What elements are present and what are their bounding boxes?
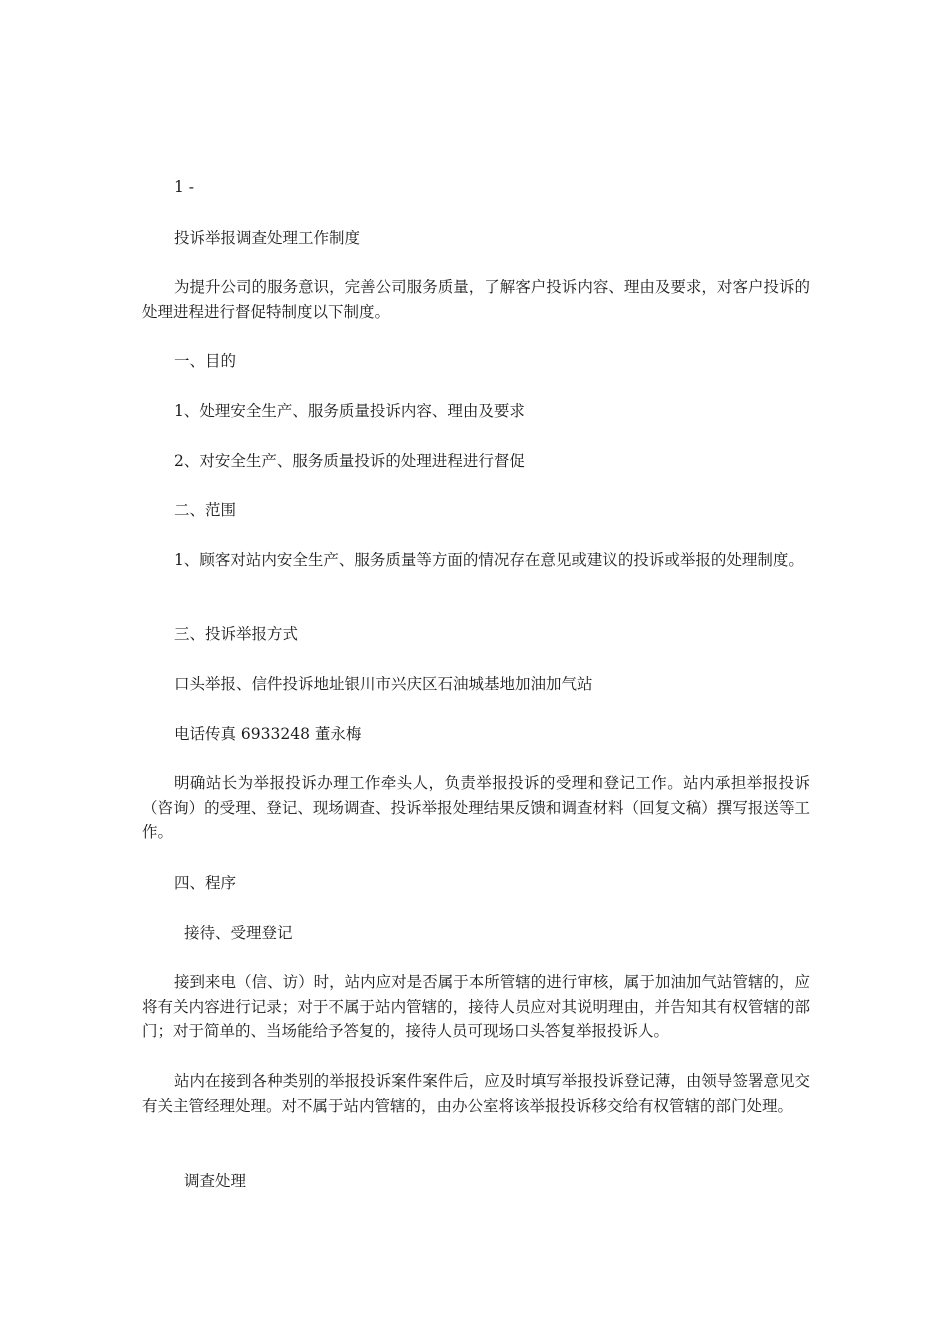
- responsibility-paragraph: 明确站长为举报投诉办理工作牵头人，负责举报投诉的受理和登记工作。站内承担举报投诉（咨询）的受理、登记、现场调查、投诉举报处理结果反馈和调查材料（回复文稿）撰写报送等工作。: [142, 774, 810, 841]
- scope-item-1: 1、顾客对站内安全生产、服务质量等方面的情况存在意见或建议的投诉或举报的处理制度。: [174, 551, 804, 569]
- document-title: 投诉举报调查处理工作制度: [174, 229, 361, 247]
- purpose-item-2: 2、对安全生产、服务质量投诉的处理进程进行督促: [174, 452, 525, 470]
- page-number: 1 -: [174, 178, 195, 196]
- subheading-reception: 接待、受理登记: [184, 924, 293, 942]
- section-heading-purpose: 一、目的: [174, 352, 237, 370]
- subheading-investigation: 调查处理: [184, 1172, 247, 1190]
- purpose-item-1: 1、处理安全生产、服务质量投诉内容、理由及要求: [174, 402, 525, 420]
- reception-paragraph: 接到来电（信、访）时，站内应对是否属于本所管辖的进行审核，属于加油加气站管辖的，应将有关内容进行记录；对于不属于站内管辖的，接待人员应对其说明理由，并告知其有权管辖的部门；对于简单的、当场能给予答复的，接待人员可现场口头答复举报投诉人。: [142, 973, 810, 1040]
- section-heading-methods: 三、投诉举报方式: [174, 625, 299, 643]
- intro-paragraph: 为提升公司的服务意识，完善公司服务质量，了解客户投诉内容、理由及要求，对客户投诉的处理进程进行督促特制度以下制度。: [142, 278, 810, 321]
- complaint-phone: 电话传真 6933248 董永梅: [174, 725, 362, 743]
- section-heading-scope: 二、范围: [174, 501, 237, 519]
- registration-paragraph: 站内在接到各种类别的举报投诉案件案件后，应及时填写举报投诉登记薄，由领导签署意见交有关主管经理处理。对不属于站内管辖的，由办公室将该举报投诉移交给有权管辖的部门处理。: [142, 1072, 810, 1115]
- section-heading-procedure: 四、程序: [174, 874, 237, 892]
- complaint-address: 口头举报、信件投诉地址银川市兴庆区石油城基地加油加气站: [174, 675, 593, 693]
